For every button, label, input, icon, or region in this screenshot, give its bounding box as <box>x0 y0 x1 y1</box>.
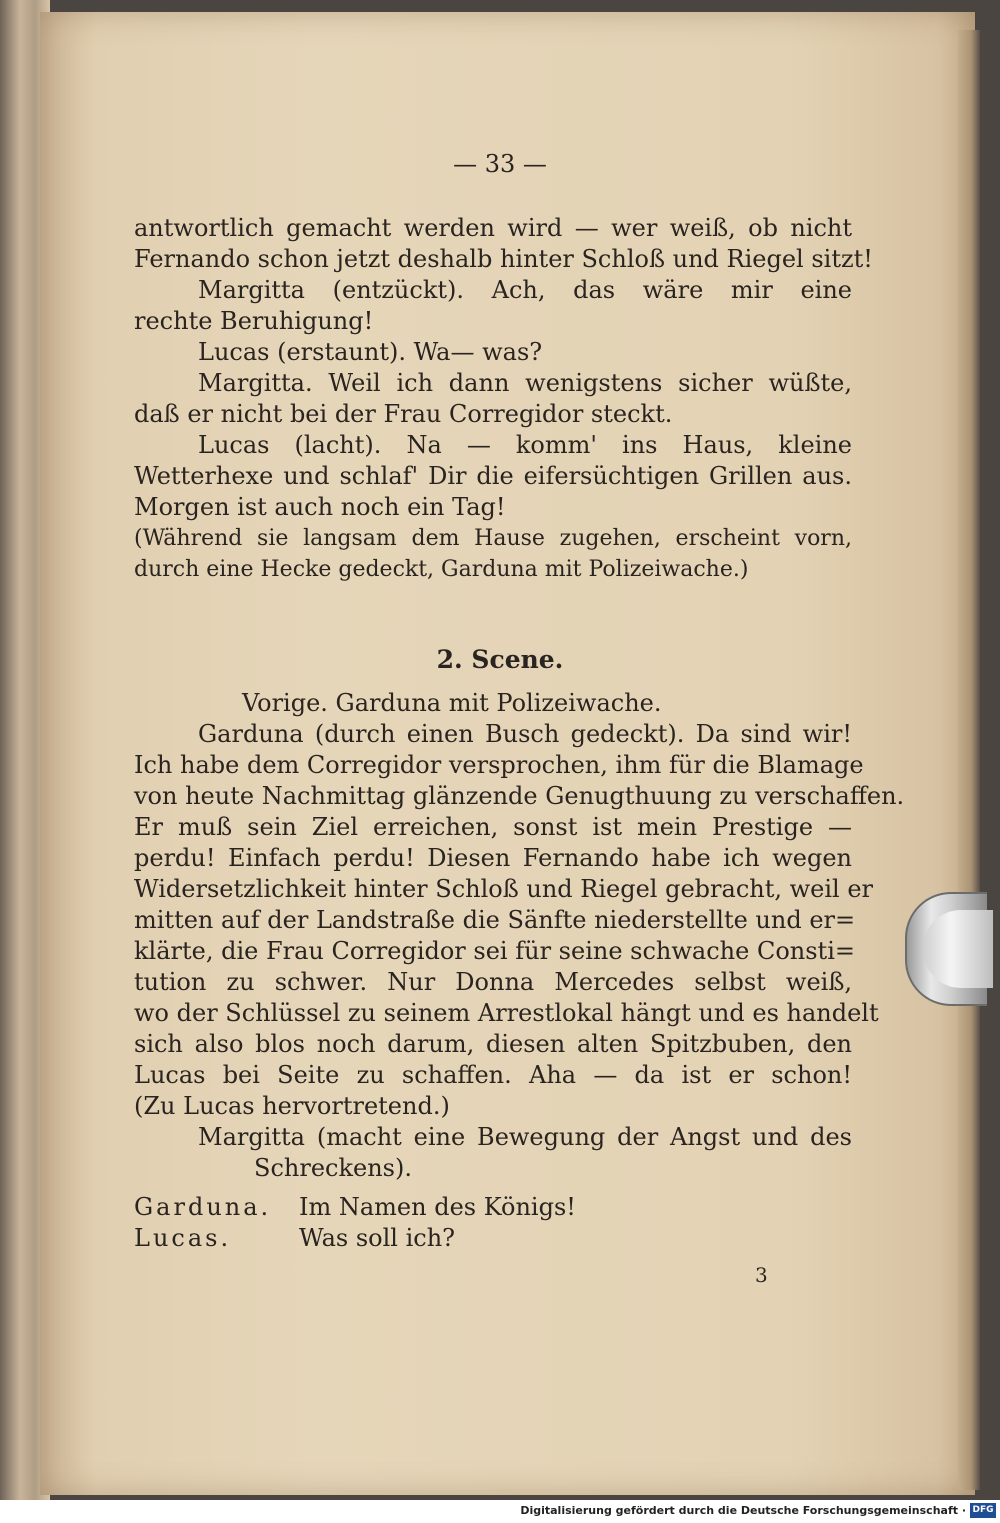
spoken-line: Was soll ich? <box>299 1224 456 1252</box>
text-line: Ich habe dem Corregidor versprochen, ihm für die Blamage <box>134 751 864 779</box>
text-line: Garduna (durch einen Busch gedeckt). Da sind wir! <box>198 720 852 748</box>
page-number: — 33 — <box>453 150 547 178</box>
text-line: Er muß sein Ziel erreichen, sonst ist mein Prestige — <box>134 813 852 841</box>
text-line: sich also blos noch darum, diesen alten Spitzbuben, den <box>134 1030 852 1058</box>
text-line: antwortlich gemacht werden wird — wer weiß, ob nicht <box>134 214 852 242</box>
text-line: Margitta. Weil ich dann wenigstens sicher wüßte, <box>198 369 852 397</box>
dialogue-block <box>134 1192 852 1254</box>
text-block-top <box>134 213 873 585</box>
text-line: wo der Schlüssel zu seinem Arrestlokal hängt und es handelt <box>134 999 879 1027</box>
text-line: (Während sie langsam dem Hause zugehen, erscheint vorn, <box>134 526 852 551</box>
text-line: tution zu schwer. Nur Donna Mercedes selbst weiß, <box>134 968 852 996</box>
speaker-name: Lucas. <box>134 1224 232 1252</box>
text-line: Margitta (entzückt). Ach, das wäre mir eine <box>198 276 852 304</box>
text-line: Morgen ist auch noch ein Tag! <box>134 493 506 521</box>
text-line: Margitta (macht eine Bewegung der Angst und des <box>198 1123 852 1151</box>
text-line: Lucas bei Seite zu schaffen. Aha — da ist er schon! <box>134 1061 852 1089</box>
text-line: (Zu Lucas hervortretend.) <box>134 1092 450 1120</box>
text-block-scene <box>134 688 905 1184</box>
text-line: durch eine Hecke gedeckt, Garduna mit Polizeiwache.) <box>134 557 749 582</box>
right-page-edge <box>958 30 980 1490</box>
text-line: Schreckens). <box>254 1154 412 1182</box>
footer-bar <box>0 1500 1000 1523</box>
text-line: rechte Beruhigung! <box>134 307 374 335</box>
footer-credit: Digitalisierung gefördert durch die Deutsche Forschungsgemeinschaft · <box>520 1504 966 1517</box>
text-line: Fernando schon jetzt deshalb hinter Schloß und Riegel sitzt! <box>134 245 873 273</box>
text-line: Vorige. Garduna mit Polizeiwache. <box>242 689 662 717</box>
spoken-line: Im Namen des Königs! <box>299 1193 576 1221</box>
dfg-logo: DFG <box>970 1503 996 1518</box>
text-line: Lucas (erstaunt). Wa— was? <box>198 338 543 366</box>
signature-mark: 3 <box>755 1263 768 1287</box>
text-line: Widersetzlichkeit hinter Schloß und Riegel gebracht, weil er <box>134 875 874 903</box>
scene-heading: 2. Scene. <box>436 645 564 674</box>
text-line: Lucas (lacht). Na — komm' ins Haus, kleine <box>198 431 852 459</box>
paper-clip <box>905 892 987 1006</box>
dialogue-row <box>134 1192 852 1223</box>
text-line: klärte, die Frau Corregidor sei für seine schwache Consti= <box>134 937 855 965</box>
text-line: von heute Nachmittag glänzende Genugthuung zu verschaffen. <box>134 782 905 810</box>
speaker-name: Garduna. <box>134 1193 272 1221</box>
text-line: mitten auf der Landstraße die Sänfte niederstellte und er= <box>134 906 856 934</box>
dialogue-row <box>134 1223 852 1254</box>
text-line: daß er nicht bei der Frau Corregidor steckt. <box>134 400 673 428</box>
text-line: Wetterhexe und schlaf' Dir die eifersüchtigen Grillen aus. <box>134 462 852 490</box>
text-line: perdu! Einfach perdu! Diesen Fernando habe ich wegen <box>134 844 852 872</box>
